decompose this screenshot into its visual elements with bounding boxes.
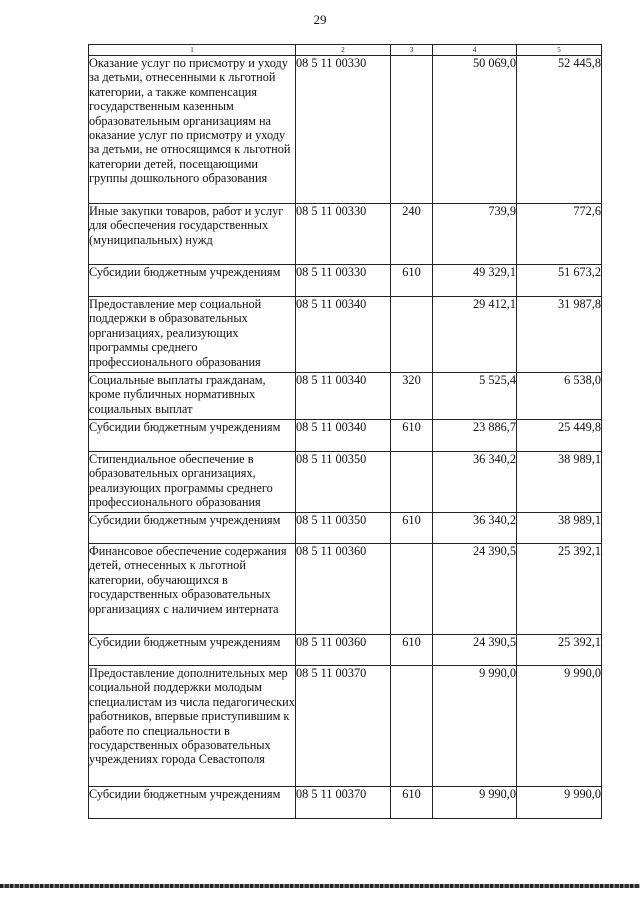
table-row	[89, 544, 602, 635]
row-amount-year-2: 25 449,8	[517, 420, 602, 452]
row-expense-type: 610	[391, 787, 433, 819]
table-row	[89, 373, 602, 420]
row-target-code: 08 5 11 00350	[296, 452, 391, 513]
row-expense-type: 610	[391, 513, 433, 544]
table-row	[89, 265, 602, 297]
row-target-code: 08 5 11 00330	[296, 56, 391, 204]
table-row	[89, 787, 602, 819]
row-target-code: 08 5 11 00330	[296, 265, 391, 297]
row-name: Субсидии бюджетным учреждениям	[89, 420, 296, 452]
row-target-code: 08 5 11 00350	[296, 513, 391, 544]
row-expense-type	[391, 544, 433, 635]
table-row	[89, 56, 602, 204]
row-amount-year-1: 24 390,5	[433, 544, 517, 635]
row-target-code: 08 5 11 00360	[296, 635, 391, 666]
column-number-row	[89, 45, 602, 56]
scan-edge-artifact	[0, 884, 640, 888]
row-name: Субсидии бюджетным учреждениям	[89, 635, 296, 666]
row-expense-type: 240	[391, 204, 433, 265]
row-name: Субсидии бюджетным учреждениям	[89, 265, 296, 297]
table-row	[89, 420, 602, 452]
row-target-code: 08 5 11 00330	[296, 204, 391, 265]
row-amount-year-2: 51 673,2	[517, 265, 602, 297]
table-row	[89, 297, 602, 373]
row-amount-year-1: 36 340,2	[433, 513, 517, 544]
row-name: Предоставление мер социальной поддержки в образовательных организациях, реализующих программы среднего профессионального образования	[89, 297, 296, 373]
row-name: Предоставление дополнительных мер социальной поддержки молодым специалистам из числа педагогических работников, впервые приступившим к работе по специальности в государственных образовательных учреждениях города Севастополя	[89, 666, 296, 787]
row-amount-year-2: 6 538,0	[517, 373, 602, 420]
table-row	[89, 204, 602, 265]
row-amount-year-1: 9 990,0	[433, 666, 517, 787]
column-number-2: 2	[296, 45, 391, 56]
row-amount-year-2: 25 392,1	[517, 635, 602, 666]
column-number-4: 4	[433, 45, 517, 56]
row-name: Стипендиальное обеспечение в образовательных организациях, реализующих программы среднего профессионального образования	[89, 452, 296, 513]
row-amount-year-2: 772,6	[517, 204, 602, 265]
row-amount-year-2: 52 445,8	[517, 56, 602, 204]
row-expense-type: 610	[391, 635, 433, 666]
row-name: Субсидии бюджетным учреждениям	[89, 513, 296, 544]
row-name: Иные закупки товаров, работ и услуг для обеспечения государственных (муниципальных) нужд	[89, 204, 296, 265]
row-target-code: 08 5 11 00370	[296, 787, 391, 819]
row-name: Оказание услуг по присмотру и уходу за детьми, отнесенными к льготной категории, а также компенсация государственным казенным образовательным организациям на оказание услуг по присмотру и уходу за детьми, не относящимся к льготной категории детей, посещающими группы дошкольного образования	[89, 56, 296, 204]
row-amount-year-1: 49 329,1	[433, 265, 517, 297]
table-row	[89, 513, 602, 544]
row-name: Финансовое обеспечение содержания детей, отнесенных к льготной категории, обучающихся в государственных образовательных организациях с наличием интерната	[89, 544, 296, 635]
row-target-code: 08 5 11 00370	[296, 666, 391, 787]
column-number-3: 3	[391, 45, 433, 56]
row-expense-type: 320	[391, 373, 433, 420]
row-amount-year-1: 24 390,5	[433, 635, 517, 666]
row-amount-year-2: 9 990,0	[517, 787, 602, 819]
column-number-5: 5	[517, 45, 602, 56]
row-expense-type: 610	[391, 265, 433, 297]
row-amount-year-2: 25 392,1	[517, 544, 602, 635]
budget-table	[88, 44, 602, 819]
row-expense-type	[391, 666, 433, 787]
column-number-1: 1	[89, 45, 296, 56]
row-target-code: 08 5 11 00360	[296, 544, 391, 635]
row-expense-type: 610	[391, 420, 433, 452]
row-amount-year-2: 38 989,1	[517, 452, 602, 513]
row-amount-year-1: 50 069,0	[433, 56, 517, 204]
table-row	[89, 452, 602, 513]
row-target-code: 08 5 11 00340	[296, 373, 391, 420]
table-row	[89, 635, 602, 666]
row-expense-type	[391, 297, 433, 373]
row-expense-type	[391, 452, 433, 513]
row-amount-year-2: 31 987,8	[517, 297, 602, 373]
page-number: 29	[313, 12, 327, 27]
row-target-code: 08 5 11 00340	[296, 420, 391, 452]
row-amount-year-2: 9 990,0	[517, 666, 602, 787]
row-amount-year-1: 5 525,4	[433, 373, 517, 420]
row-amount-year-1: 23 886,7	[433, 420, 517, 452]
row-amount-year-2: 38 989,1	[517, 513, 602, 544]
row-name: Субсидии бюджетным учреждениям	[89, 787, 296, 819]
row-expense-type	[391, 56, 433, 204]
row-amount-year-1: 36 340,2	[433, 452, 517, 513]
row-amount-year-1: 739,9	[433, 204, 517, 265]
row-name: Социальные выплаты гражданам, кроме публичных нормативных социальных выплат	[89, 373, 296, 420]
table-row	[89, 666, 602, 787]
row-target-code: 08 5 11 00340	[296, 297, 391, 373]
row-amount-year-1: 29 412,1	[433, 297, 517, 373]
row-amount-year-1: 9 990,0	[433, 787, 517, 819]
